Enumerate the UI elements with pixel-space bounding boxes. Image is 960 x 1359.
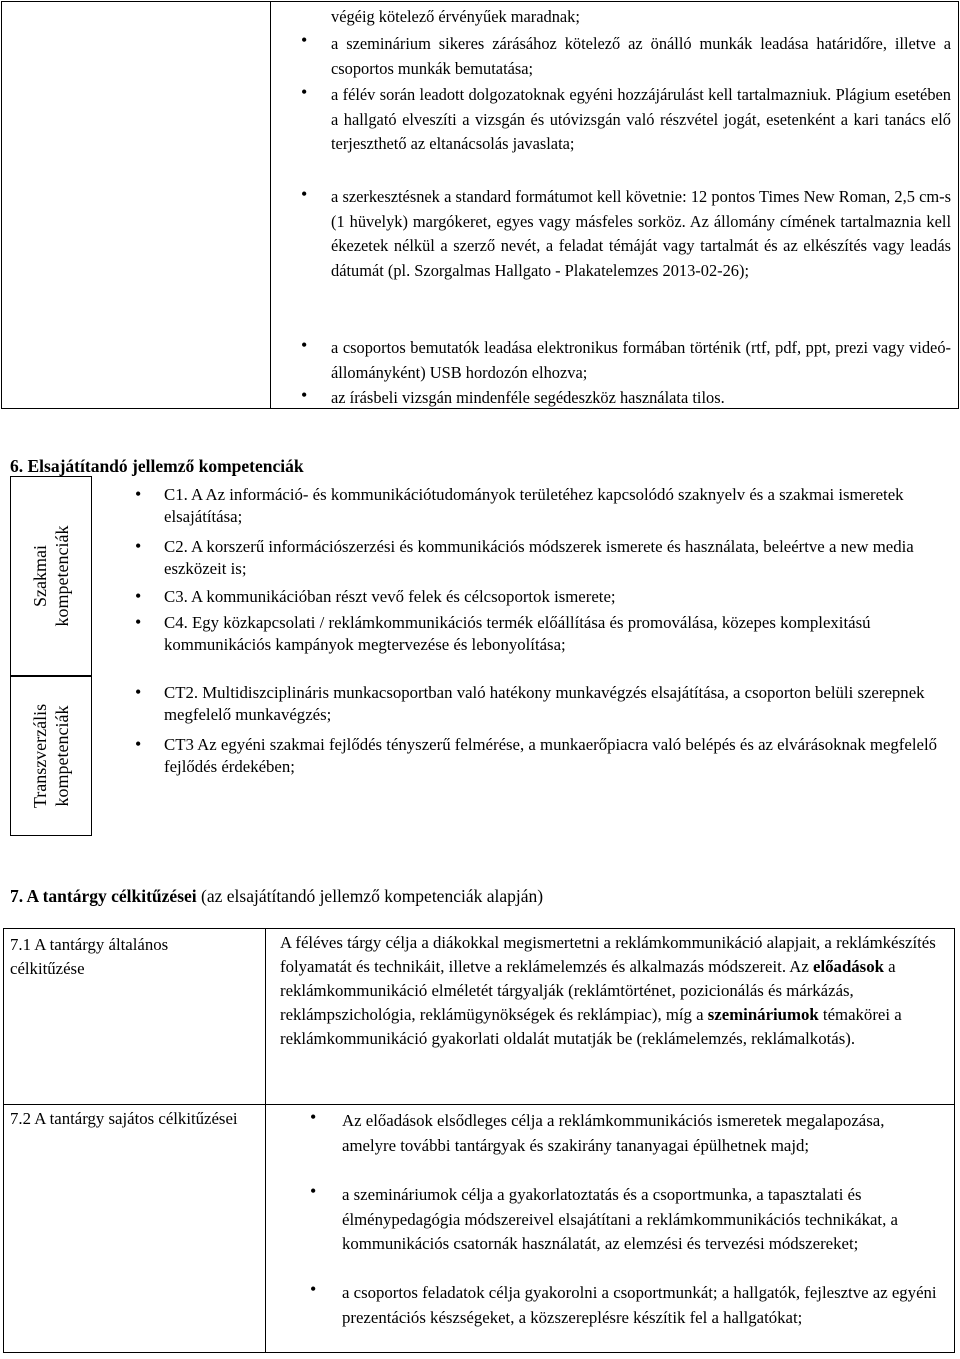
policy-item: a csoportos bemutatók leadása elektronikus formában történik (rtf, pdf, ppt, prezi vagy videó-állományként) USB hordozón elhozva; bbox=[331, 338, 951, 382]
policy-item: a szerkesztésnek a standard formátumot kell követnie: 12 pontos Times New Roman, 2,5 cm-s (1 hüvelyk) margókeret, egyes vagy másfeles sorköz. Az állomány címének tartalmaznia kell ékezetek nélkül a szerző nevét, a feladat témáját vagy tartalmát és az elkészítés vagy leadás dátumát (pl. Szorgalmas Hallgato - Plakatelemzes 2013-02-26); bbox=[331, 187, 951, 280]
objectives-row-divider bbox=[4, 1104, 954, 1105]
bullet-icon: • bbox=[135, 612, 142, 632]
specific-objective-item: Az előadások elsődleges célja a reklámkommunikációs ismeretek megalapozása, amelyre további tantárgyak és szakirány tananyagai épülhetnek majd; bbox=[342, 1111, 885, 1155]
bullet-icon: • bbox=[135, 536, 142, 556]
policy-continuation: végéig kötelező érvényűek maradnak; bbox=[331, 7, 580, 26]
general-objective-text: A féléves tárgy célja a diákokkal megismertetni a reklámkommunikáció alapjait, a reklámkészítés folyamatát és technikáit, illetve a reklámelemzés és alkalmazás módszereit. Az előadások a reklámkommunikáció elméletét tárgyalják (reklámtörténet, pozicionálás és márkázás, reklámpszichológia, reklámügynökségek és reklámpiac), míg a szemináriumok témakörei a reklámkommunikáció gyakorlati oldalát mutatják be (reklámelemzés, reklámalkotás). bbox=[280, 933, 936, 1048]
specific-objective-item: a csoportos feladatok célja gyakorolni a csoportmunkát; a hallgatók, fejlesztve az egyéni prezentációs készségeket, a közszereplésre készítik fel a hallgatókat; bbox=[342, 1283, 937, 1327]
specific-objective-item: a szemináriumok célja a gyakorlatoztatás és a csoportmunka, a tapasztalati és élménypedagógia módszereivel elsajátítani a reklámkommunikációs technikákat, a kommunikációs csatornák használatát, az elemzési és tervezési módszereket; bbox=[342, 1185, 898, 1254]
professional-label: Szakmai kompetenciák bbox=[30, 525, 72, 627]
bullet-icon: • bbox=[135, 734, 142, 754]
bullet-icon: • bbox=[301, 30, 308, 50]
policy-item: az írásbeli vizsgán mindenféle segédeszköz használata tilos. bbox=[331, 388, 725, 407]
competencies-table bbox=[10, 476, 950, 836]
bullet-icon: • bbox=[310, 1279, 317, 1299]
policy-item: a szeminárium sikeres zárásához kötelező az önálló munkák leadása határidőre, illetve a csoportos munkák bemutatása; bbox=[331, 34, 951, 78]
professional-label-cell bbox=[10, 476, 92, 676]
bullet-icon: • bbox=[301, 82, 308, 102]
objectives-label-column bbox=[4, 929, 266, 1352]
section-6-heading: 6. Elsajátítandó jellemző kompetenciák bbox=[10, 456, 304, 476]
objectives-table bbox=[3, 928, 955, 1353]
competency-item: C2. A korszerű információszerzési és kommunikációs módszerek ismerete és használata, beleértve a new media eszközeit is; bbox=[164, 537, 914, 578]
competency-item: CT2. Multidiszciplináris munkacsoportban való hatékony munkavégzés elsajátítása, a csoporton belüli szerepnek megfelelő munkavégzés; bbox=[164, 683, 925, 724]
specific-objectives-label: 7.2 A tantárgy sajátos célkitűzései bbox=[10, 1109, 238, 1128]
policy-item: a félév során leadott dolgozatoknak egyéni hozzájárulást kell tartalmazniuk. Plágium esetében a hallgató elveszíti a vizsgán és utóvizsgán való részvétel jogát, esetenként a kari tanács elő terjeszthető az eltanácsolás javaslata; bbox=[331, 85, 951, 154]
general-objective-label: 7.1 A tantárgy általános célkitűzése bbox=[10, 935, 169, 978]
competency-item: C3. A kommunikációban részt vevő felek és célcsoportok ismerete; bbox=[164, 587, 616, 606]
bullet-icon: • bbox=[301, 184, 308, 204]
policy-table-content-cell bbox=[271, 2, 958, 408]
competency-item: C1. A Az információ- és kommunikációtudományok területéhez kapcsolódó szaknyelv és a szakmai ismeretek elsajátítása; bbox=[164, 485, 904, 526]
transversal-label: Transzverzális kompetenciák bbox=[30, 703, 72, 809]
bullet-icon: • bbox=[310, 1181, 317, 1201]
bullet-icon: • bbox=[135, 484, 142, 504]
bullet-icon: • bbox=[135, 586, 142, 606]
policy-table bbox=[1, 1, 959, 409]
bullet-icon: • bbox=[310, 1107, 317, 1127]
bullet-icon: • bbox=[135, 682, 142, 702]
policy-table-label-cell bbox=[2, 2, 271, 408]
bullet-icon: • bbox=[301, 335, 308, 355]
bullet-icon: • bbox=[301, 385, 308, 405]
competency-item: C4. Egy közkapcsolati / reklámkommunikációs termék előállítása és promoválása, közepes komplexitású kommunikációs kampányok megtervezése és lebonyolítása; bbox=[164, 613, 871, 654]
transversal-label-cell bbox=[10, 676, 92, 836]
policy-list bbox=[331, 5, 951, 30]
competency-item: CT3 Az egyéni szakmai fejlődés tényszerű felmérése, a munkaerőpiacra való belépés és az elvárásoknak megfelelő fejlődés érdekében; bbox=[164, 735, 937, 776]
section-7-heading: 7. A tantárgy célkitűzései (az elsajátítandó jellemző kompetenciák alapján) bbox=[10, 886, 544, 906]
